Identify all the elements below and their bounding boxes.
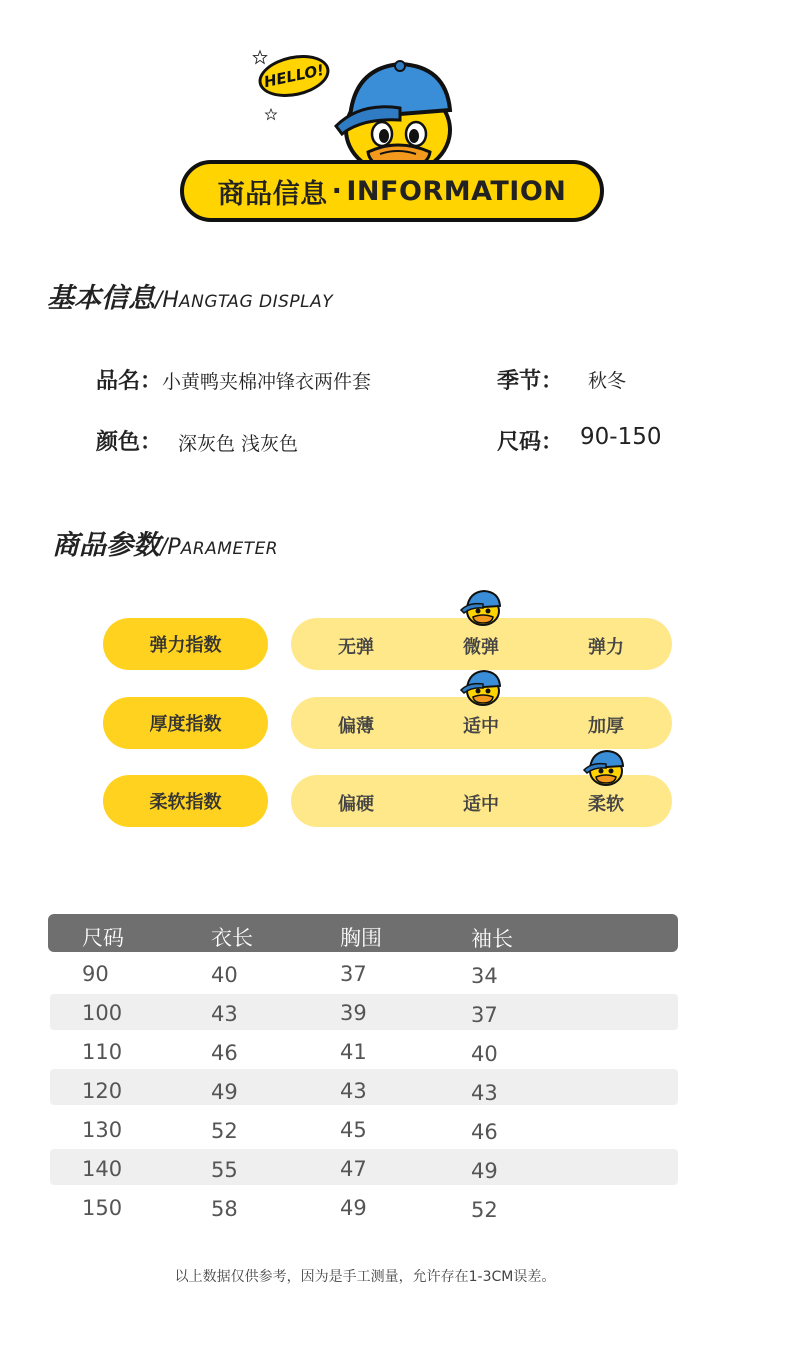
duck-marker-icon bbox=[457, 586, 505, 628]
table-header-cell: 胸围 bbox=[340, 926, 382, 950]
table-cell: 40 bbox=[471, 1042, 498, 1066]
banner-title-en: INFORMATION bbox=[346, 175, 567, 207]
basic-info-heading bbox=[47, 276, 333, 315]
table-header-cell: 衣长 bbox=[211, 926, 253, 950]
table-cell: 140 bbox=[82, 1157, 123, 1181]
name-value: 小黄鸭夹棉冲锋衣两件套 bbox=[162, 371, 372, 393]
param-option: 加厚 bbox=[588, 716, 624, 737]
basic-heading-sep: / bbox=[155, 288, 163, 313]
table-cell: 58 bbox=[211, 1197, 238, 1221]
basic-heading-cn: 基本信息 bbox=[47, 283, 155, 314]
table-cell: 40 bbox=[211, 963, 238, 987]
table-cell: 49 bbox=[340, 1196, 367, 1220]
table-cell: 46 bbox=[211, 1041, 238, 1065]
param-heading-rest: ARAMETER bbox=[180, 539, 279, 559]
parameter-heading bbox=[52, 523, 278, 562]
table-cell: 49 bbox=[471, 1159, 498, 1183]
table-cell: 39 bbox=[340, 1001, 367, 1025]
size-label: 尺码： bbox=[497, 430, 564, 455]
param-option: 偏硬 bbox=[338, 794, 374, 815]
color-label: 颜色： bbox=[96, 430, 163, 455]
table-cell: 120 bbox=[82, 1079, 123, 1103]
color-value: 深灰色 浅灰色 bbox=[178, 433, 299, 455]
param-option: 适中 bbox=[463, 716, 499, 737]
table-cell: 34 bbox=[471, 964, 498, 988]
season-label: 季节： bbox=[497, 369, 564, 394]
table-cell: 37 bbox=[471, 1003, 498, 1027]
param-heading-cap: P bbox=[167, 535, 181, 560]
param-option: 偏薄 bbox=[338, 716, 374, 737]
param-label-elasticity: 弹力指数 bbox=[103, 618, 268, 670]
banner-dot: · bbox=[331, 175, 343, 207]
table-cell: 41 bbox=[340, 1040, 367, 1064]
season-value: 秋冬 bbox=[588, 370, 627, 392]
selected-marker bbox=[580, 746, 628, 788]
table-header-cell: 袖长 bbox=[471, 927, 513, 951]
duck-marker-icon bbox=[580, 746, 628, 788]
table-cell: 130 bbox=[82, 1118, 123, 1142]
param-option: 适中 bbox=[463, 794, 499, 815]
table-cell: 45 bbox=[340, 1118, 367, 1142]
table-cell: 52 bbox=[211, 1119, 238, 1143]
param-option: 柔软 bbox=[588, 794, 624, 815]
param-label-softness: 柔软指数 bbox=[103, 775, 268, 827]
table-cell: 47 bbox=[340, 1157, 367, 1181]
table-cell: 150 bbox=[82, 1196, 123, 1220]
table-cell: 100 bbox=[82, 1001, 123, 1025]
param-label-thickness: 厚度指数 bbox=[103, 697, 268, 749]
table-cell: 43 bbox=[471, 1081, 498, 1105]
info-banner bbox=[180, 160, 604, 222]
hello-bubble: HELLO! bbox=[255, 49, 334, 103]
duck-marker-icon bbox=[457, 666, 505, 708]
table-cell: 43 bbox=[340, 1079, 367, 1103]
table-cell: 90 bbox=[82, 962, 109, 986]
table-cell: 55 bbox=[211, 1158, 238, 1182]
selected-marker bbox=[457, 586, 505, 628]
param-heading-cn: 商品参数 bbox=[52, 530, 160, 561]
size-value: 90-150 bbox=[580, 424, 662, 450]
table-cell: 110 bbox=[82, 1040, 123, 1064]
banner-title-cn: 商品信息 bbox=[217, 178, 328, 210]
table-header-cell: 尺码 bbox=[82, 926, 124, 950]
table-cell: 46 bbox=[471, 1120, 498, 1144]
param-option: 弹力 bbox=[588, 637, 624, 658]
table-cell: 43 bbox=[211, 1002, 238, 1026]
footnote: 以上数据仅供参考，因为是手工测量，允许存在1-3CM误差。 bbox=[174, 1269, 556, 1285]
table-cell: 37 bbox=[340, 962, 367, 986]
param-heading-sep: / bbox=[160, 535, 168, 560]
basic-heading-cap: H bbox=[162, 288, 179, 313]
table-cell: 52 bbox=[471, 1198, 498, 1222]
param-option: 微弹 bbox=[463, 637, 499, 658]
param-option: 无弹 bbox=[338, 637, 374, 658]
name-label: 品名： bbox=[96, 369, 163, 394]
selected-marker bbox=[457, 666, 505, 708]
basic-heading-rest: ANGTAG DISPLAY bbox=[178, 292, 334, 312]
table-cell: 49 bbox=[211, 1080, 238, 1104]
